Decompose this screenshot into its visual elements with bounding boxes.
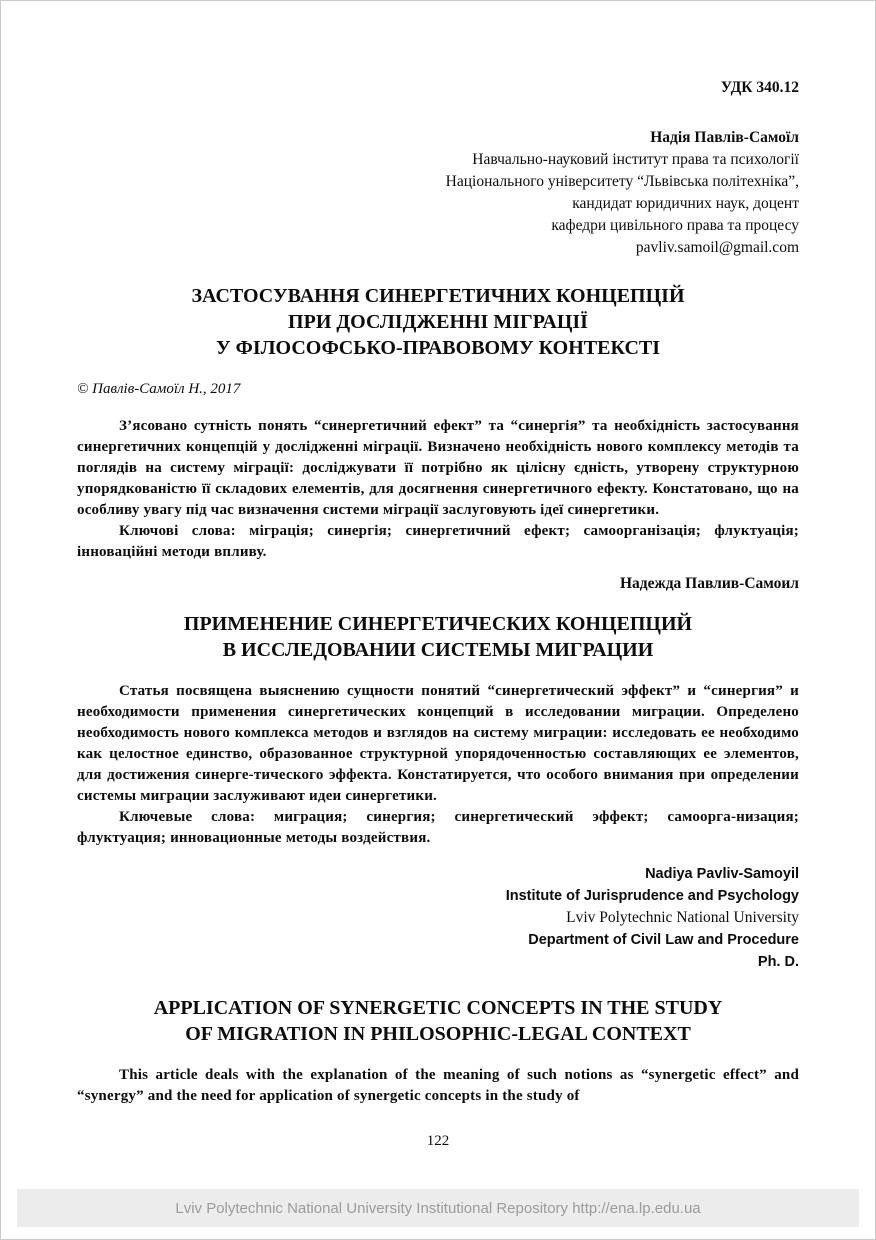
- paper-title-uk: [77, 283, 799, 361]
- author-university-en: Lviv Polytechnic National University: [566, 909, 799, 926]
- udc-code: УДК 340.12: [720, 79, 799, 96]
- keywords-ru: Ключевые слова: миграция; синергия; синергетический эффект; самоорга-низация; флуктуация; инновационные методы воздействия.: [77, 809, 799, 846]
- paper-title-ru-line-2: В ИССЛЕДОВАНИИ СИСТЕМЫ МИГРАЦИИ: [222, 639, 654, 661]
- author-degree-uk: кандидат юридичних наук, доцент: [572, 195, 799, 212]
- author-block-en: [77, 863, 799, 973]
- paper-title-uk-line-1: ЗАСТОСУВАННЯ СИНЕРГЕТИЧНИХ КОНЦЕПЦІЙ: [191, 285, 685, 307]
- abstract-en: This article deals with the explanation of the meaning of such notions as “synergetic effect” and “synergy” and the need for application of synergetic concepts in the study of: [77, 1067, 799, 1104]
- author-block-uk: [77, 127, 799, 259]
- paper-title-ru: [77, 611, 799, 663]
- keywords-uk: Ключові слова: міграція; синергія; синергетичний ефект; самоорганізація; флуктуація; інноваційні методи впливу.: [77, 523, 799, 560]
- abstract-ru: Статья посвящена выяснению сущности понятий “синергетический эффект” и “синергия” и необходимости применения синергетических концепций в исследовании миграции. Определено необходимость нового комплекса методов и взглядов на систему миграции: исследовать ее необходимо как целостное единство, образованное структурной упорядоченностью составляющих ее элементов, для достижения синерге-тического эффекта. Констатируется, что особого внимания при определении системы миграции заслуживают идеи синергетики.: [77, 683, 799, 804]
- abstract-uk: З’ясовано сутність понять “синергетичний ефект” та “синергія” та необхідність застосування синергетичних концепцій у дослідженні міграції. Визначено необхідність нового комплексу методів та поглядів на систему міграції: досліджувати її потрібно як цілісну єдність, утворену структурною упорядкованістю її складових елементів, для досягнення синергетичного ефекту. Констатовано, що на особливу увагу під час визначення системи міграції заслуговують ідеї синергетики.: [77, 418, 799, 518]
- author-degree-en: Ph. D.: [757, 954, 799, 970]
- author-institute-en: Institute of Jurisprudence and Psychology: [505, 888, 799, 904]
- author-name-en: Nadiya Pavliv-Samoyil: [645, 866, 799, 882]
- author-department-en: Department of Civil Law and Procedure: [528, 932, 799, 948]
- page-number: 122: [426, 1133, 450, 1149]
- paper-title-en: [77, 995, 799, 1047]
- paper-title-en-line-1: APPLICATION OF SYNERGETIC CONCEPTS IN THE STUDY: [153, 997, 723, 1019]
- repository-footer-text: Lviv Polytechnic National University Institutional Repository http://ena.lp.edu.ua: [175, 1199, 701, 1217]
- paper-title-en-line-2: OF MIGRATION IN PHILOSOPHIC-LEGAL CONTEXT: [185, 1023, 691, 1045]
- repository-footer: [17, 1189, 859, 1227]
- paper-title-uk-line-2: ПРИ ДОСЛІДЖЕННІ МІГРАЦІЇ: [288, 311, 588, 333]
- author-department-uk: кафедри цивільного права та процесу: [551, 217, 799, 234]
- author-name-ru: Надежда Павлив-Самоил: [619, 575, 799, 592]
- author-name-uk: Надія Павлів-Самоїл: [650, 129, 799, 146]
- author-affiliation-uk-line-1: Навчально-науковий інститут права та психології: [472, 151, 799, 168]
- copyright-note: © Павлів-Самоїл Н., 2017: [77, 381, 241, 397]
- paper-title-ru-line-1: ПРИМЕНЕНИЕ СИНЕРГЕТИЧЕСКИХ КОНЦЕПЦИЙ: [183, 613, 693, 635]
- author-email: pavliv.samoil@gmail.com: [635, 239, 799, 256]
- paper-title-uk-line-3: У ФІЛОСОФСЬКО-ПРАВОВОМУ КОНТЕКСТІ: [215, 337, 661, 359]
- author-affiliation-uk-line-2: Національного університету “Львівська політехніка”,: [445, 173, 799, 190]
